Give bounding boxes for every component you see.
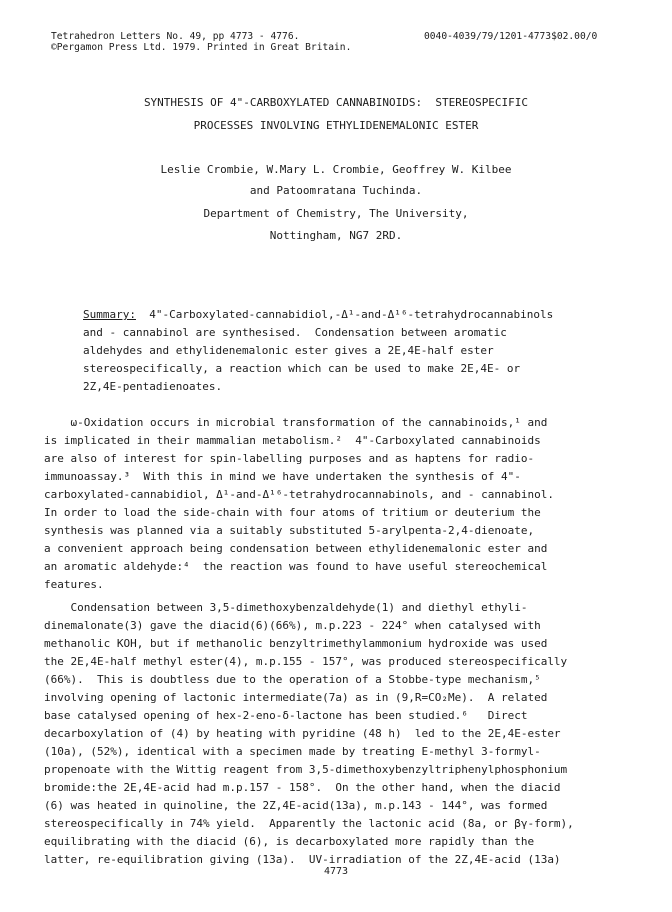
summary-line: 2Z,4E-pentadienoates. (83, 380, 223, 393)
body-line: Condensation between 3,5-dimethoxybenzaldehyde(1) and diethyl ethyli- (44, 601, 528, 614)
article-title-line-1: SYNTHESIS OF 4"-CARBOXYLATED CANNABINOIDS: STEREOSPECIFIC (143, 96, 529, 109)
affiliation-line-1: Department of Chemistry, The University, (203, 207, 469, 220)
body-line: base catalysed opening of hex-2-eno-δ-lactone has been studied.⁶ Direct (44, 709, 528, 722)
article-title-line-2: PROCESSES INVOLVING ETHYLIDENEMALONIC ESTER (193, 119, 479, 132)
body-line: equilibrating with the diacid (6), is decarboxylated more rapidly than the (44, 835, 535, 848)
affiliation-line-2: Nottingham, NG7 2RD. (269, 229, 403, 242)
body-line: synthesis was planned via a suitably substituted 5-arylpenta-2,4-dienoate, (44, 524, 535, 537)
body-line: decarboxylation of (4) by heating with pyridine (48 h) led to the 2E,4E-ester (44, 727, 561, 740)
body-line: In order to load the side-chain with four atoms of tritium or deuterium the (44, 506, 541, 519)
journal-citation: Tetrahedron Letters No. 49, pp 4773 - 4776. (51, 31, 300, 42)
body-line: ω-Oxidation occurs in microbial transformation of the cannabinoids,¹ and (44, 416, 548, 429)
summary-line: aldehydes and ethylidenemalonic ester gives a 2E,4E-half ester (83, 344, 494, 357)
body-line: (6) was heated in quinoline, the 2Z,4E-acid(13a), m.p.143 - 144°, was formed (44, 799, 548, 812)
body-line: a convenient approach being condensation between ethylidenemalonic ester and (44, 542, 548, 555)
body-line: bromide:the 2E,4E-acid had m.p.157 - 158°. On the other hand, when the diacid (44, 781, 561, 794)
summary-text: 4"-Carboxylated-cannabidiol,-Δ¹-and-Δ¹⁶-tetrahydrocannabinols (135, 308, 554, 321)
body-line: dinemalonate(3) gave the diacid(6)(66%), m.p.223 - 224° when catalysed with (44, 619, 541, 632)
body-line: immunoassay.³ With this in mind we have undertaken the synthesis of 4"- (44, 470, 521, 483)
body-line: (10a), (52%), identical with a specimen made by treating E-methyl 3-formyl- (44, 745, 541, 758)
authors-line-2: and Patoomratana Tuchinda. (249, 184, 423, 197)
body-line: involving opening of lactonic intermediate(7a) as in (9,R=CO₂Me). A related (44, 691, 548, 704)
page-number: 4773 (323, 866, 349, 877)
body-line: an aromatic aldehyde:⁴ the reaction was found to have useful stereochemical (44, 560, 548, 573)
publisher-line: ©Pergamon Press Ltd. 1979. Printed in Great Britain. (51, 42, 352, 53)
body-line: methanolic KOH, but if methanolic benzyltrimethylammonium hydroxide was used (44, 637, 548, 650)
body-line: propenoate with the Wittig reagent from 3,5-dimethoxybenzyltriphenylphosphonium (44, 763, 568, 776)
authors-line-1: Leslie Crombie, W.Mary L. Crombie, Geoffrey W. Kilbee (160, 163, 512, 176)
body-line: (66%). This is doubtless due to the operation of a Stobbe-type mechanism,⁵ (44, 673, 541, 686)
summary-label: Summary: (83, 308, 136, 321)
article-code: 0040-4039/79/1201-4773$02.00/0 (424, 31, 598, 42)
summary-line: stereospecifically, a reaction which can be used to make 2E,4E- or (83, 362, 521, 375)
body-line: features. (44, 578, 104, 591)
summary-line (83, 308, 553, 321)
body-line: the 2E,4E-half methyl ester(4), m.p.155 - 157°, was produced stereospecifically (44, 655, 568, 668)
body-line: latter, re-equilibration giving (13a). UV-irradiation of the 2Z,4E-acid (13a) (44, 853, 561, 866)
body-line: are also of interest for spin-labelling purposes and as haptens for radio- (44, 452, 535, 465)
body-line: carboxylated-cannabidiol, Δ¹-and-Δ¹⁶-tetrahydrocannabinols, and - cannabinol. (44, 488, 554, 501)
body-line: is implicated in their mammalian metabolism.² 4"-Carboxylated cannabinoids (44, 434, 541, 447)
body-line: stereospecifically in 74% yield. Apparently the lactonic acid (8a, or βγ-form), (44, 817, 574, 830)
summary-line: and - cannabinol are synthesised. Condensation between aromatic (83, 326, 507, 339)
